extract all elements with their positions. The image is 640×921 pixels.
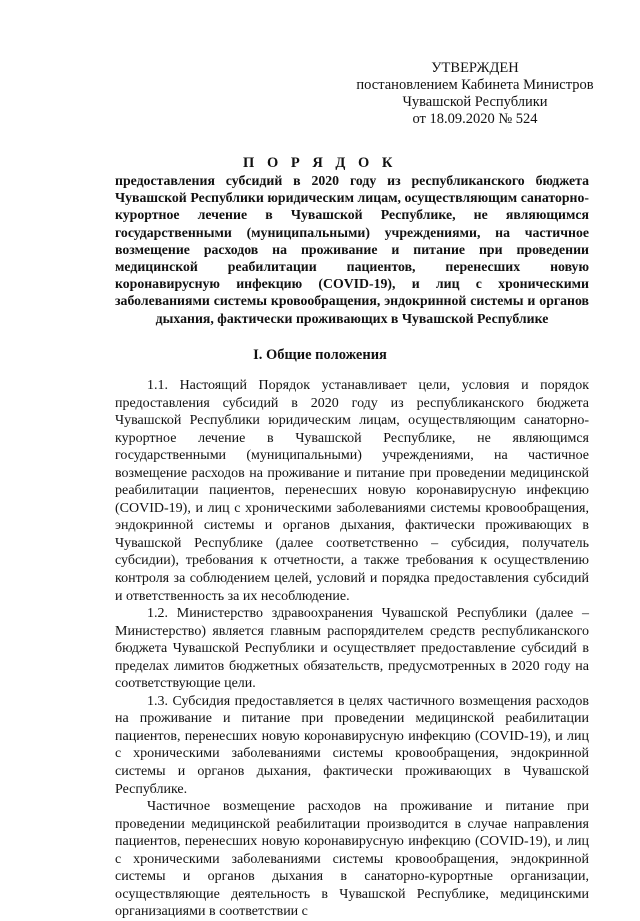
paragraph-1-2: 1.2. Министерство здравоохранения Чувашской Республики (далее – Министерство) является главным распорядителем средств республиканского бюджета Чувашской Республики и осуществляет предоставление субсидий в пределах лимитов бюджетных обязательств, предусмотренных в 2020 году на соответствующие цели. xyxy=(115,606,589,692)
paragraph-1-3-continued: Частичное возмещение расходов на проживание и питание при проведении медицинской реабилитации производится в случае направления пациентов, перенесших новую коронавирусную инфекцию (COVID-19), и лиц с хроническими заболеваниями системы кровообращения, эндокринной системы и органов дыхания в санаторно-курортные организации, осуществляющие деятельность в Чувашской Республике, медицинскими организациями в соответствии с xyxy=(115,799,589,920)
paragraph-1-1: 1.1. Настоящий Порядок устанавливает цели, условия и порядок предоставления субсидий в 2020 году из республиканского бюджета Чувашской Республики юридическим лицам, осуществляющим санаторно-курортное лечение в Чувашской Республике, не являющимся государственными (муниципальными) учреждениями, на частичное возмещение расходов на проживание и питание при проведении медицинской реабилитации пациентов, перенесших новую коронавирусную инфекцию (COVID-19), и лиц с хроническими заболеваниями системы кровообращения, эндокринной системы и органов дыхания, фактически проживающих в Чувашской Республике (далее соответственно – субсидия, получатель субсидии), требования к отчетности, а также требования к осуществлению контроля за соблюдением целей, условий и порядка предоставления субсидий и ответственность за их несоблюдение. xyxy=(115,378,589,604)
paragraph-1-3: 1.3. Субсидия предоставляется в целях частичного возмещения расходов на проживание и питание при проведении медицинской реабилитации пациентов, перенесших новую коронавирусную инфекцию (COVID-19), и лиц с хроническими заболеваниями системы кровообращения, эндокринной системы и органов дыхания, фактически проживающих в Чувашской Республике. xyxy=(115,693,589,797)
section-heading: I. Общие положения xyxy=(253,347,387,363)
document-subtitle: предоставления субсидий в 2020 году из республиканского бюджета Чувашской Республики юридическим лицам, осуществляющим санаторно-курортное лечение в Чувашской Республике, не являющимся государственными (муниципальными) учреждениями, на частичное возмещение расходов на проживание и питание при проведении медицинской реабилитации пациентов, перенесших новую коронавирусную инфекцию (COVID-19), и лиц с хроническими заболеваниями системы кровообращения, эндокринной системы и органов дыхания, фактически проживающих в Чувашской Республике xyxy=(115,173,589,326)
approval-authority: постановлением Кабинета Министров xyxy=(356,77,594,93)
approval-date-number: от 18.09.2020 № 524 xyxy=(412,111,538,127)
section-body xyxy=(115,377,589,921)
approval-status: УТВЕРЖДЕН xyxy=(431,60,519,76)
approval-stamp xyxy=(330,60,620,128)
approval-region: Чувашской Республики xyxy=(402,94,548,110)
document-title: П О Р Я Д О К xyxy=(243,155,397,171)
